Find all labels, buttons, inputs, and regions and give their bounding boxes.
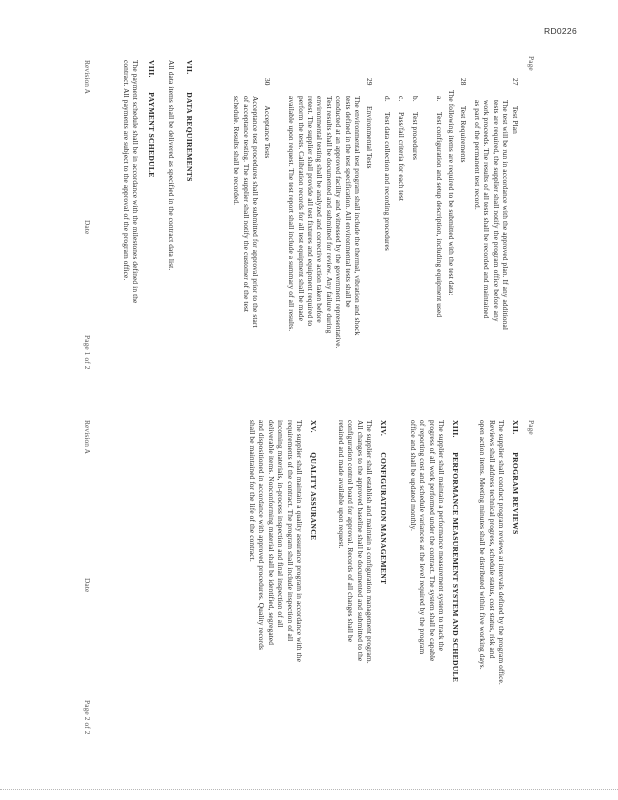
list-item: c.Pass/fail criteria for each test [397, 96, 406, 201]
paragraph-29: The environmental test program shall include the thermal, vibration and shock tests defined in the test specification. All environmental tests shall be conducted at an approved facility and witnessed by the government representative. Test results shall be documented and submitted for review. Any failure during environmental testing shall be analyzed and corrective action taken before retest. The supplier shall provide all test fixtures and equipment required to perform the tests. Calibration records for all test equipment shall be made available upon request. The test report shall include a summary of all results. [287, 96, 362, 349]
section-xiv-heading: XIV. CONFIGURATION MANAGEMENT [379, 420, 388, 585]
section-28: 28 Test Requirements [459, 78, 468, 163]
list-item: b.Test procedures [411, 96, 420, 160]
paragraph-viii: The payment schedule shall be in accordance with the milestones defined in the contract. All payments are subject to the approval of the program office. [121, 60, 140, 304]
section-viii-heading: VIII. PAYMENT SCHEDULE [147, 60, 156, 178]
footer-right: Page 2 of 2 [83, 700, 92, 735]
paragraph-xiii: The supplier shall maintain a performance measurement system to track the progress of all work performed under the contract. The system shall be capable of reporting cost and schedule variances at the level required by the program office and shall be updated monthly. [408, 420, 446, 662]
paragraph-30: Acceptance test procedures shall be submitted for approval prior to the start of acceptance testing. The supplier shall notify the customer of the test schedule. Results shall be recorded. [232, 96, 260, 328]
list-item: d.Test data collection and recording procedures [383, 96, 392, 251]
paragraph-vii: All data items shall be delivered as specified in the contract data list. [167, 60, 176, 271]
page-label: Page [527, 420, 536, 435]
section-xiii-heading: XIII. PERFORMANCE MEASUREMENT SYSTEM AND SCHEDULE [451, 420, 460, 683]
footer-right: Page 1 of 2 [83, 335, 92, 370]
section-27: 27 Test Plan [511, 78, 520, 134]
footer-left: Revision A [83, 420, 92, 455]
paragraph-xv: The supplier shall maintain a quality assurance program in accordance with the requirements of the contract. The program shall include inspection of all incoming materials, in-process inspection and final inspection of all deliverable items. Nonconforming material shall be identified, segregated and dispositioned in accordance with approved procedures. Quality records shall be maintained for the life of the contract. [247, 420, 304, 662]
footer-left: Revision A [83, 60, 92, 95]
paragraph-xii: The supplier shall conduct program reviews at intervals defined by the program office. Reviews shall address technical progress, schedule status, cost status, risk and open action items. Meeting minutes shall be distributed within five working days. [478, 420, 506, 685]
section-vii-heading: VII. DATA REQUIREMENTS [185, 60, 194, 182]
section-30: 30 Acceptance Tests [263, 78, 272, 159]
page-label: Page [527, 56, 536, 71]
footer-center: Date [83, 220, 92, 235]
section-xv-heading: XV. QUALITY ASSURANCE [309, 420, 318, 541]
section-xii-heading: XII. PROGRAM REVIEWS [511, 420, 520, 535]
list-intro: The following items are required to be submitted with the test data: [447, 90, 456, 296]
scan-edge-divider [0, 789, 618, 790]
section-29: 29 Environmental Tests [365, 78, 374, 169]
list-item: a.Test configuration and setup description, including equipment used [435, 96, 444, 318]
paragraph-xiv: The supplier shall establish and maintain a configuration management program. All changes to the approved baseline shall be documented and submitted to the configuration control board for approval. Records of all changes shall be retained and made available upon request. [336, 420, 374, 664]
page-id: RD0226 [544, 26, 577, 36]
paragraph-27: The test will be run in accordance with the approved plan. If any additional tests are required, the supplier shall notify the program office before any work proceeds. The results of all tests shall be recorded and maintained as part of the permanent test record. [472, 100, 510, 331]
footer-center: Date [83, 578, 92, 593]
